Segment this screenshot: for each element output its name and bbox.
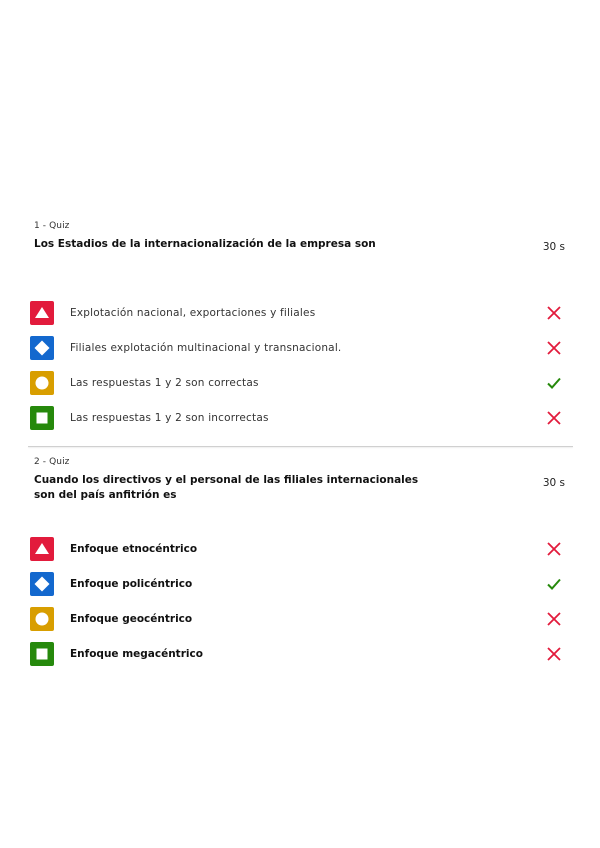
triangle-icon <box>30 537 54 561</box>
triangle-icon <box>30 301 54 325</box>
answer-options <box>30 537 570 677</box>
answer-text: Enfoque etnocéntrico <box>70 543 198 555</box>
question-text: Cuando los directivos y el personal de las filiales internacionales son del país anfitrión es <box>34 474 419 501</box>
answer-text: Enfoque megacéntrico <box>70 648 203 660</box>
answer-option-green <box>30 406 570 430</box>
diamond-icon <box>30 572 54 596</box>
square-icon <box>30 406 54 430</box>
answer-option-yellow <box>30 371 570 395</box>
wrong-icon <box>546 340 562 356</box>
diamond-icon <box>30 336 54 360</box>
wrong-icon <box>546 410 562 426</box>
answer-option-blue <box>30 572 570 596</box>
correct-icon <box>546 576 562 592</box>
wrong-icon <box>546 611 562 627</box>
answer-option-red <box>30 537 570 561</box>
answer-text: Las respuestas 1 y 2 son incorrectas <box>70 412 269 424</box>
square-icon <box>30 642 54 666</box>
answer-options <box>30 301 570 441</box>
answer-text: Explotación nacional, exportaciones y filiales <box>70 307 316 319</box>
answer-text: Las respuestas 1 y 2 son correctas <box>70 377 259 389</box>
answer-option-blue <box>30 336 570 360</box>
answer-text: Enfoque geocéntrico <box>70 613 193 625</box>
quiz-number: 2 - Quiz <box>34 457 70 467</box>
answer-option-yellow <box>30 607 570 631</box>
correct-icon <box>546 375 562 391</box>
answer-option-red <box>30 301 570 325</box>
circle-icon <box>30 607 54 631</box>
section-divider <box>28 446 573 447</box>
wrong-icon <box>546 305 562 321</box>
circle-icon <box>30 371 54 395</box>
quiz-number: 1 - Quiz <box>34 221 70 231</box>
time-limit: 30 s <box>542 241 565 253</box>
time-limit: 30 s <box>542 477 565 489</box>
question-text: Los Estadios de la internacionalización de la empresa son <box>34 238 376 250</box>
answer-text: Enfoque policéntrico <box>70 578 193 590</box>
wrong-icon <box>546 541 562 557</box>
answer-option-green <box>30 642 570 666</box>
answer-text: Filiales explotación multinacional y transnacional. <box>70 342 342 354</box>
wrong-icon <box>546 646 562 662</box>
